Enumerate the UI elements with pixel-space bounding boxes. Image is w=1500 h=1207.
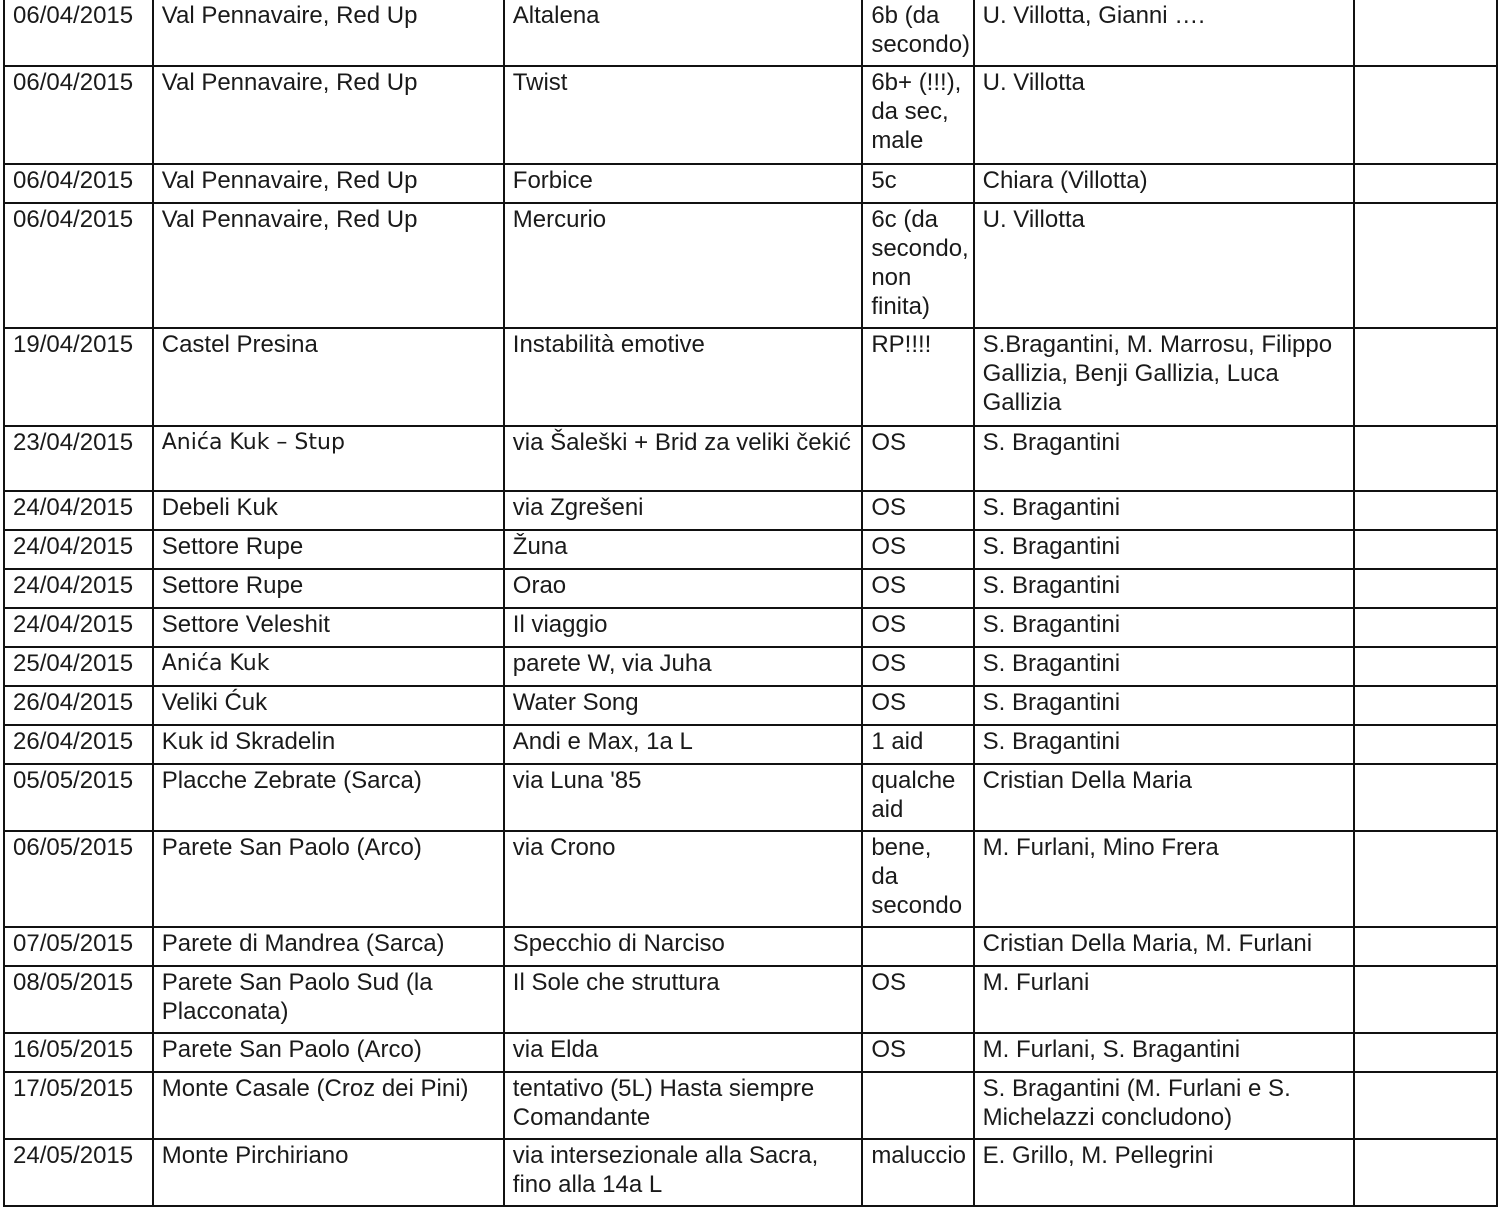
location-cell: Debeli Kuk	[153, 491, 504, 530]
grade-cell: 5c	[862, 164, 973, 203]
route-cell: via Luna '85	[504, 764, 863, 831]
notes-cell	[1354, 203, 1497, 328]
grade-cell: 6b+ (!!!), da sec, male	[862, 66, 973, 164]
notes-cell	[1354, 927, 1497, 966]
partners-cell: M. Furlani, Mino Frera	[974, 831, 1354, 927]
grade-cell: OS	[862, 608, 973, 647]
table-row	[4, 203, 1497, 328]
location-cell: Val Pennavaire, Red Up	[153, 66, 504, 164]
route-cell: via Šaleški + Brid za veliki čekić	[504, 426, 863, 491]
grade-cell: 6c (da secondo, non finita)	[862, 203, 973, 328]
table-row	[4, 328, 1497, 426]
table-row	[4, 569, 1497, 608]
partners-cell: E. Grillo, M. Pellegrini	[974, 1139, 1354, 1206]
table-row	[4, 1033, 1497, 1072]
table-row	[4, 426, 1497, 491]
notes-cell	[1354, 966, 1497, 1033]
grade-cell: RP!!!!	[862, 328, 973, 426]
route-cell: parete W, via Juha	[504, 647, 863, 686]
grade-cell	[862, 1072, 973, 1139]
date-cell: 24/04/2015	[4, 569, 153, 608]
location-cell: Settore Rupe	[153, 569, 504, 608]
notes-cell	[1354, 686, 1497, 725]
date-cell: 05/05/2015	[4, 764, 153, 831]
notes-cell	[1354, 0, 1497, 66]
route-cell: via Elda	[504, 1033, 863, 1072]
table-row	[4, 1072, 1497, 1139]
notes-cell	[1354, 1072, 1497, 1139]
grade-cell: OS	[862, 491, 973, 530]
route-cell: Twist	[504, 66, 863, 164]
location-cell: Val Pennavaire, Red Up	[153, 164, 504, 203]
notes-cell	[1354, 647, 1497, 686]
route-cell: Specchio di Narciso	[504, 927, 863, 966]
notes-cell	[1354, 569, 1497, 608]
table-row	[4, 0, 1497, 66]
table-row	[4, 164, 1497, 203]
date-cell: 26/04/2015	[4, 725, 153, 764]
location-cell: Parete San Paolo Sud (la Placconata)	[153, 966, 504, 1033]
route-cell: tentativo (5L) Hasta siempre Comandante	[504, 1072, 863, 1139]
grade-cell: OS	[862, 647, 973, 686]
notes-cell	[1354, 66, 1497, 164]
date-cell: 06/04/2015	[4, 164, 153, 203]
partners-cell: U. Villotta	[974, 203, 1354, 328]
date-cell: 06/04/2015	[4, 0, 153, 66]
partners-cell: S. Bragantini	[974, 491, 1354, 530]
notes-cell	[1354, 608, 1497, 647]
location-cell: Anića Kuk – Stup	[153, 426, 504, 491]
notes-cell	[1354, 831, 1497, 927]
location-cell: Val Pennavaire, Red Up	[153, 0, 504, 66]
partners-cell: S. Bragantini	[974, 608, 1354, 647]
partners-cell: U. Villotta, Gianni ….	[974, 0, 1354, 66]
notes-cell	[1354, 1033, 1497, 1072]
table-row	[4, 764, 1497, 831]
table-row	[4, 966, 1497, 1033]
grade-cell: OS	[862, 966, 973, 1033]
climbing-log-table	[3, 0, 1498, 1207]
route-cell: Forbice	[504, 164, 863, 203]
partners-cell: S. Bragantini (M. Furlani e S. Michelazzi concludono)	[974, 1072, 1354, 1139]
table-row	[4, 66, 1497, 164]
partners-cell: S. Bragantini	[974, 426, 1354, 491]
location-cell: Kuk id Skradelin	[153, 725, 504, 764]
date-cell: 24/04/2015	[4, 491, 153, 530]
partners-cell: Cristian Della Maria	[974, 764, 1354, 831]
partners-cell: S. Bragantini	[974, 725, 1354, 764]
route-cell: Žuna	[504, 530, 863, 569]
notes-cell	[1354, 530, 1497, 569]
table-row	[4, 530, 1497, 569]
grade-cell: OS	[862, 426, 973, 491]
notes-cell	[1354, 328, 1497, 426]
table-row	[4, 686, 1497, 725]
table-row	[4, 608, 1497, 647]
route-cell: Water Song	[504, 686, 863, 725]
location-cell: Monte Pirchiriano	[153, 1139, 504, 1206]
location-cell: Settore Veleshit	[153, 608, 504, 647]
grade-cell	[862, 927, 973, 966]
partners-cell: M. Furlani, S. Bragantini	[974, 1033, 1354, 1072]
route-cell: Il viaggio	[504, 608, 863, 647]
date-cell: 24/04/2015	[4, 608, 153, 647]
route-cell: Orao	[504, 569, 863, 608]
partners-cell: U. Villotta	[974, 66, 1354, 164]
grade-cell: OS	[862, 530, 973, 569]
partners-cell: S. Bragantini	[974, 569, 1354, 608]
location-cell: Castel Presina	[153, 328, 504, 426]
location-cell: Placche Zebrate (Sarca)	[153, 764, 504, 831]
date-cell: 06/04/2015	[4, 66, 153, 164]
date-cell: 19/04/2015	[4, 328, 153, 426]
notes-cell	[1354, 491, 1497, 530]
notes-cell	[1354, 725, 1497, 764]
notes-cell	[1354, 1139, 1497, 1206]
partners-cell: M. Furlani	[974, 966, 1354, 1033]
location-cell: Parete di Mandrea (Sarca)	[153, 927, 504, 966]
location-cell: Veliki Ćuk	[153, 686, 504, 725]
grade-cell: OS	[862, 569, 973, 608]
grade-cell: maluccio	[862, 1139, 973, 1206]
partners-cell: S. Bragantini	[974, 686, 1354, 725]
table-row	[4, 491, 1497, 530]
date-cell: 25/04/2015	[4, 647, 153, 686]
route-cell: via Crono	[504, 831, 863, 927]
grade-cell: OS	[862, 1033, 973, 1072]
partners-cell: S.Bragantini, M. Marrosu, Filippo Gallizia, Benji Gallizia, Luca Gallizia	[974, 328, 1354, 426]
partners-cell: Cristian Della Maria, M. Furlani	[974, 927, 1354, 966]
location-cell: Val Pennavaire, Red Up	[153, 203, 504, 328]
grade-cell: 6b (da secondo)	[862, 0, 973, 66]
grade-cell: bene, da secondo	[862, 831, 973, 927]
date-cell: 16/05/2015	[4, 1033, 153, 1072]
route-cell: via intersezionale alla Sacra, fino alla 14a L	[504, 1139, 863, 1206]
route-cell: Instabilità emotive	[504, 328, 863, 426]
table-row	[4, 831, 1497, 927]
partners-cell: S. Bragantini	[974, 647, 1354, 686]
table-row	[4, 647, 1497, 686]
grade-cell: qualche aid	[862, 764, 973, 831]
grade-cell: OS	[862, 686, 973, 725]
table-row	[4, 927, 1497, 966]
date-cell: 24/05/2015	[4, 1139, 153, 1206]
location-cell: Parete San Paolo (Arco)	[153, 831, 504, 927]
date-cell: 08/05/2015	[4, 966, 153, 1033]
date-cell: 06/05/2015	[4, 831, 153, 927]
route-cell: Andi e Max, 1a L	[504, 725, 863, 764]
table-row	[4, 1139, 1497, 1206]
notes-cell	[1354, 764, 1497, 831]
date-cell: 17/05/2015	[4, 1072, 153, 1139]
notes-cell	[1354, 164, 1497, 203]
partners-cell: S. Bragantini	[974, 530, 1354, 569]
partners-cell: Chiara (Villotta)	[974, 164, 1354, 203]
grade-cell: 1 aid	[862, 725, 973, 764]
date-cell: 06/04/2015	[4, 203, 153, 328]
notes-cell	[1354, 426, 1497, 491]
route-cell: Altalena	[504, 0, 863, 66]
climbing-log-body	[4, 0, 1497, 1206]
route-cell: Mercurio	[504, 203, 863, 328]
location-cell: Parete San Paolo (Arco)	[153, 1033, 504, 1072]
date-cell: 24/04/2015	[4, 530, 153, 569]
location-cell: Anića Kuk	[153, 647, 504, 686]
route-cell: Il Sole che struttura	[504, 966, 863, 1033]
location-cell: Settore Rupe	[153, 530, 504, 569]
date-cell: 07/05/2015	[4, 927, 153, 966]
route-cell: via Zgrešeni	[504, 491, 863, 530]
table-row	[4, 725, 1497, 764]
location-cell: Monte Casale (Croz dei Pini)	[153, 1072, 504, 1139]
date-cell: 26/04/2015	[4, 686, 153, 725]
date-cell: 23/04/2015	[4, 426, 153, 491]
